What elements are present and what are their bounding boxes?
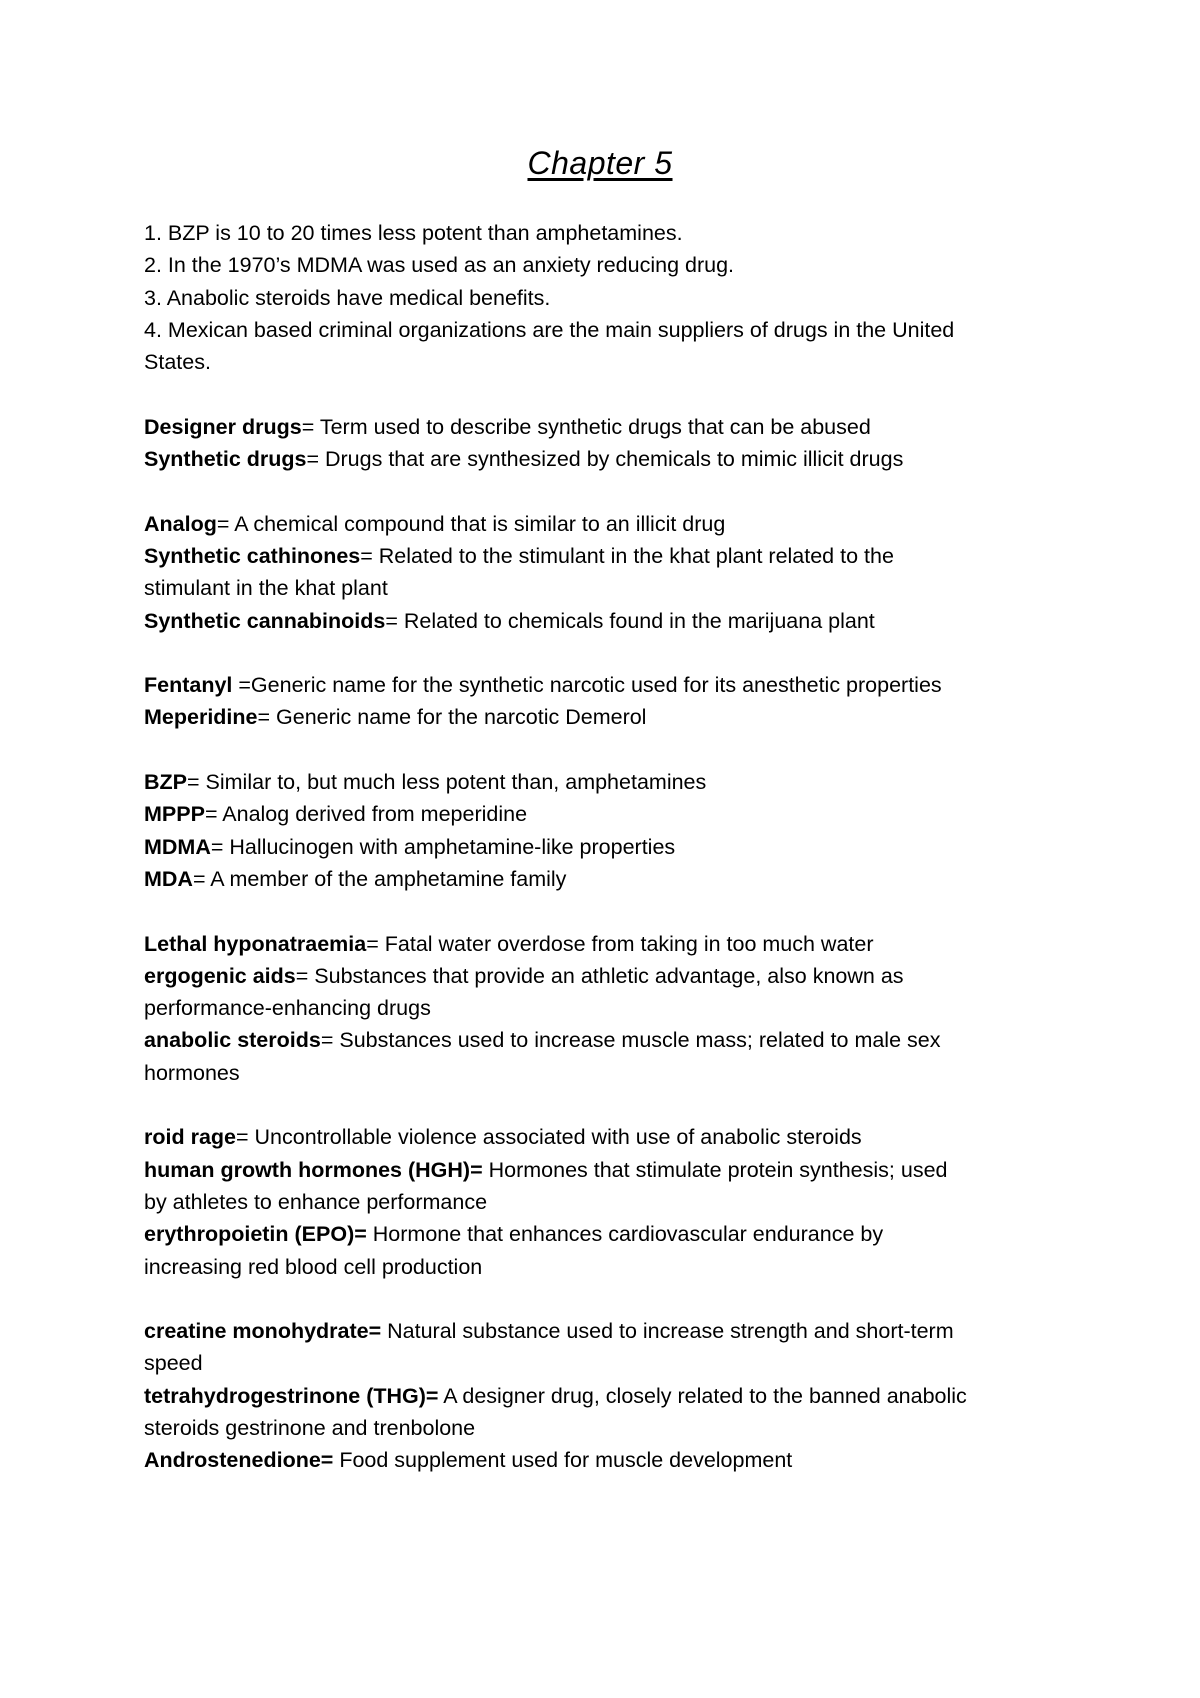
glossary-definition: =Generic name for the synthetic narcotic used for its anesthetic properties <box>232 673 942 698</box>
glossary-entry <box>144 701 1064 733</box>
glossary-definition: = Generic name for the narcotic Demerol <box>257 705 647 730</box>
blank-line <box>144 895 1064 927</box>
blank-line <box>144 1283 1064 1315</box>
statement-line: 1. BZP is 10 to 20 times less potent than amphetamines. <box>144 221 683 245</box>
glossary-entry <box>144 669 1064 701</box>
statement-line: 4. Mexican based criminal organizations are the main suppliers of drugs in the United <box>144 317 955 342</box>
glossary-definition: = Related to chemicals found in the marijuana plant <box>385 608 875 633</box>
blank-line <box>144 1089 1064 1121</box>
glossary-group <box>144 411 1064 476</box>
glossary-entry <box>144 863 1064 895</box>
page-title: Chapter 5 <box>527 145 673 181</box>
glossary-definition-continued: hormones <box>144 1060 240 1085</box>
glossary-entry <box>144 1024 1064 1056</box>
glossary-entry <box>144 443 1064 475</box>
glossary-entry <box>144 798 1064 830</box>
glossary-entry <box>144 540 1064 572</box>
glossary-entry <box>144 928 1064 960</box>
glossary-group <box>144 669 1064 734</box>
glossary-entry <box>144 1154 1064 1186</box>
glossary-definition: = Fatal water overdose from taking in too much water <box>366 931 874 956</box>
glossary-definition-continued: steroids gestrinone and trenbolone <box>144 1415 476 1440</box>
glossary-definition-continued: increasing red blood cell production <box>144 1254 483 1279</box>
glossary-entry <box>144 1218 1064 1250</box>
glossary-group <box>144 508 1064 637</box>
glossary-term: human growth hormones (HGH)= <box>144 1157 483 1182</box>
glossary-definition: = Substances that provide an athletic advantage, also known as <box>295 963 904 988</box>
glossary-definition: A designer drug, closely related to the banned anabolic <box>438 1383 967 1408</box>
glossary-term: Synthetic drugs <box>144 447 307 472</box>
glossary-definition-continued: performance-enhancing drugs <box>144 996 431 1021</box>
glossary-entry <box>144 1444 1064 1476</box>
glossary-term: Androstenedione= <box>144 1448 334 1473</box>
glossary-entry <box>144 411 1064 443</box>
glossary-term: MPPP <box>144 802 205 827</box>
statement-line: 2. In the 1970’s MDMA was used as an anxiety reducing drug. <box>144 253 735 278</box>
glossary-definition: Natural substance used to increase strength and short-term <box>381 1319 954 1344</box>
glossary-group <box>144 928 1064 1089</box>
glossary-term: Meperidine <box>144 705 258 730</box>
glossary-definition: Food supplement used for muscle development <box>333 1448 793 1473</box>
blank-line <box>144 637 1064 669</box>
glossary-entry <box>144 1380 1064 1412</box>
glossary-term: ergogenic aids <box>144 963 296 988</box>
glossary-definition: = Related to the stimulant in the khat plant related to the <box>360 543 894 568</box>
statement-line: 3. Anabolic steroids have medical benefits. <box>144 285 551 310</box>
glossary-definition: = Analog derived from meperidine <box>204 802 528 827</box>
glossary-term: erythropoietin (EPO)= <box>144 1222 367 1247</box>
glossary-term: roid rage <box>144 1125 236 1150</box>
glossary-definition-continued: stimulant in the khat plant <box>144 576 388 601</box>
glossary-term: Fentanyl <box>144 673 233 698</box>
glossary-entry <box>144 605 1064 637</box>
glossary-term: MDA <box>144 866 193 891</box>
glossary-entry <box>144 831 1064 863</box>
glossary-term: MDMA <box>144 834 211 859</box>
glossary-definition: = Drugs that are synthesized by chemicals to mimic illicit drugs <box>306 447 904 472</box>
glossary-term: anabolic steroids <box>144 1028 321 1053</box>
glossary-definition: Hormones that stimulate protein synthesis; used <box>482 1157 948 1182</box>
glossary-term: Analog <box>144 511 217 536</box>
document-body <box>144 217 1064 1477</box>
glossary-definition: = Similar to, but much less potent than, amphetamines <box>187 770 707 795</box>
glossary-group <box>144 1315 1064 1476</box>
glossary-term: Lethal hyponatraemia <box>144 931 367 956</box>
glossary-definition: = A chemical compound that is similar to an illicit drug <box>216 511 726 536</box>
glossary-term: Synthetic cannabinoids <box>144 608 386 633</box>
glossary-definition: Hormone that enhances cardiovascular endurance by <box>366 1222 884 1247</box>
glossary-entry <box>144 1315 1064 1347</box>
glossary-definition-continued: by athletes to enhance performance <box>144 1189 488 1214</box>
glossary-term: creatine monohydrate= <box>144 1319 382 1344</box>
blank-line <box>144 475 1064 507</box>
glossary-term: tetrahydrogestrinone (THG)= <box>144 1383 439 1408</box>
glossary-entry <box>144 960 1064 992</box>
glossary-group <box>144 766 1064 895</box>
blank-line <box>144 734 1064 766</box>
statements-list <box>144 217 1064 378</box>
glossary-definition: = Uncontrollable violence associated with use of anabolic steroids <box>236 1125 862 1150</box>
glossary-term: BZP <box>144 770 187 795</box>
glossary-term: Designer drugs <box>144 414 302 439</box>
glossary-entry <box>144 508 1064 540</box>
glossary-definition: = Term used to describe synthetic drugs that can be abused <box>301 414 871 439</box>
glossary-definition-continued: speed <box>144 1351 203 1376</box>
glossary-group <box>144 1121 1064 1282</box>
glossary-entry <box>144 1121 1064 1153</box>
glossary-definition: = A member of the amphetamine family <box>192 866 567 891</box>
glossary-term: Synthetic cathinones <box>144 543 361 568</box>
glossary-entry <box>144 766 1064 798</box>
statement-line: States. <box>144 350 211 375</box>
glossary-definition: = Substances used to increase muscle mass; related to male sex <box>320 1028 941 1053</box>
blank-line <box>144 378 1064 410</box>
glossary-definition: = Hallucinogen with amphetamine-like properties <box>210 834 676 859</box>
